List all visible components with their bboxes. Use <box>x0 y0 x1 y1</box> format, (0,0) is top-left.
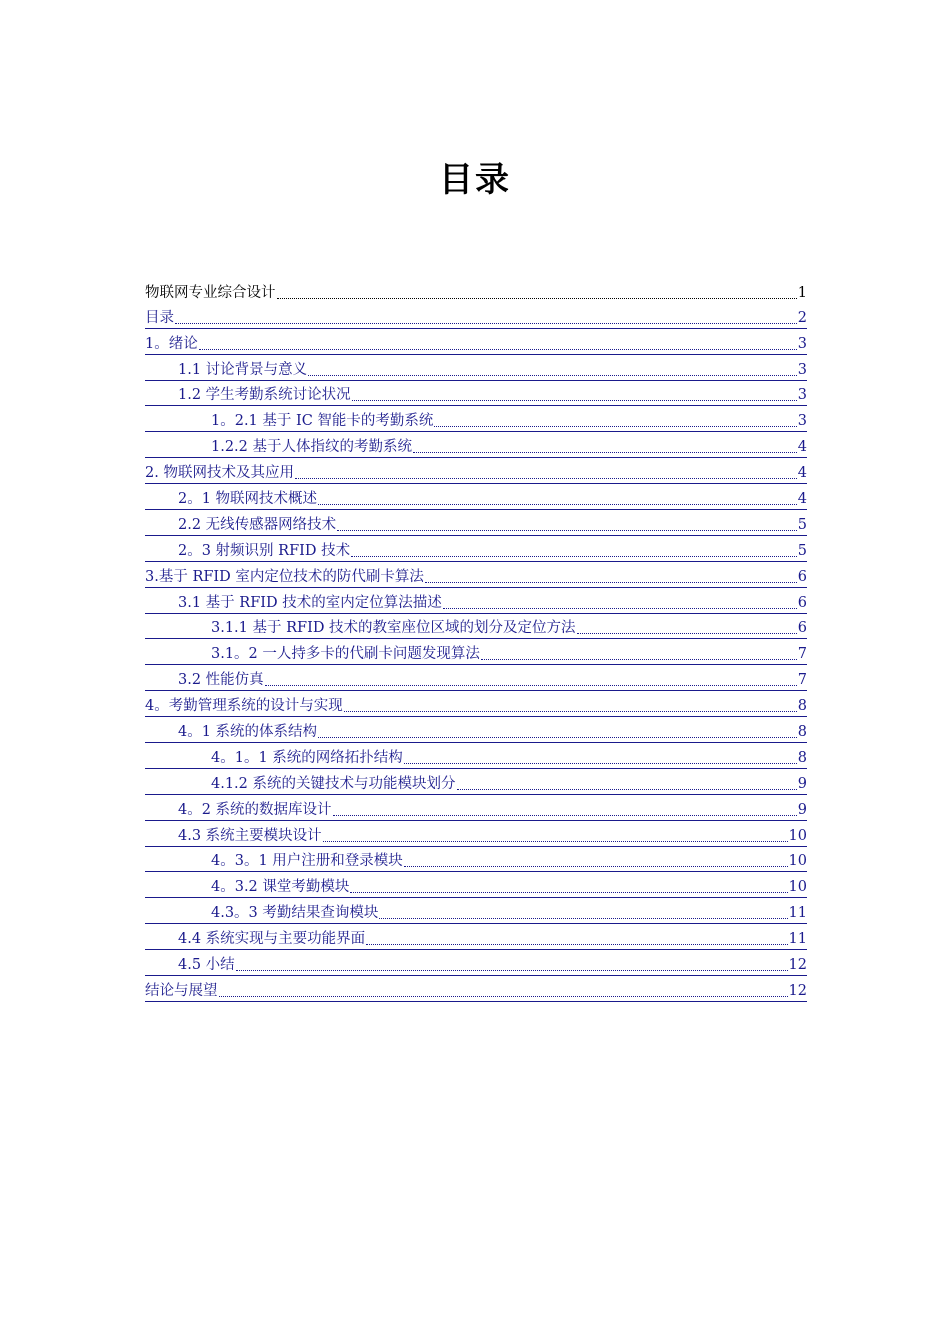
toc-entry[interactable] <box>145 329 807 355</box>
toc-entry-label: 目录 <box>145 309 174 326</box>
toc-entry[interactable] <box>145 510 807 536</box>
toc-entry-page-number: 3 <box>797 335 807 352</box>
toc-entry[interactable] <box>145 639 807 665</box>
toc-entry-label: 4。1。1 系统的网络拓扑结构 <box>211 749 403 766</box>
toc-entry-page-number: 5 <box>797 542 807 559</box>
toc-entry[interactable] <box>145 976 807 1002</box>
toc-entry-label: 3.基于 RFID 室内定位技术的防代刷卡算法 <box>145 568 424 585</box>
toc-entry-page-number: 2 <box>797 309 807 326</box>
toc-leader-dots <box>236 969 788 971</box>
toc-leader-dots <box>219 995 788 997</box>
toc-entry-label: 4.3。3 考勤结果查询模块 <box>211 905 379 922</box>
toc-entry-label: 4。3.2 课堂考勤模块 <box>211 879 350 896</box>
toc-entry-page-number: 6 <box>797 594 807 611</box>
toc-entry-label: 结论与展望 <box>145 982 218 999</box>
toc-entry[interactable] <box>145 432 807 458</box>
toc-entry[interactable] <box>145 484 807 510</box>
toc-entry[interactable] <box>145 588 807 614</box>
toc-leader-dots <box>350 891 787 893</box>
toc-entry-label: 1。绪论 <box>145 335 198 352</box>
toc-entry-label: 1.2.2 基于人体指纹的考勤系统 <box>211 439 413 456</box>
toc-entry-label: 1。2.1 基于 IC 智能卡的考勤系统 <box>211 413 434 430</box>
toc-entry-page-number: 8 <box>797 749 807 766</box>
toc-entry[interactable] <box>145 536 807 562</box>
toc-entry-label: 4.4 系统实现与主要功能界面 <box>178 931 366 948</box>
toc-entry-page-number: 5 <box>797 516 807 533</box>
toc-entry-label: 4.1.2 系统的关键技术与功能模块划分 <box>211 775 456 792</box>
toc-entry[interactable] <box>145 821 807 847</box>
toc-entry-label: 1.2 学生考勤系统讨论状况 <box>178 387 351 404</box>
toc-entry-label: 3.1 基于 RFID 技术的室内定位算法描述 <box>178 594 442 611</box>
toc-entry[interactable] <box>145 691 807 717</box>
toc-entry[interactable] <box>145 847 807 873</box>
toc-entry-label: 4.3 系统主要模块设计 <box>178 827 322 844</box>
toc-entry-label: 2。3 射频识别 RFID 技术 <box>178 542 351 559</box>
toc-entry[interactable] <box>145 458 807 484</box>
toc-leader-dots <box>277 297 797 299</box>
toc-leader-dots <box>404 865 788 867</box>
toc-leader-dots <box>577 632 797 634</box>
toc-entry-label: 4。1 系统的体系结构 <box>178 724 318 741</box>
toc-entry[interactable] <box>145 872 807 898</box>
toc-entry-page-number: 12 <box>788 957 807 974</box>
toc-entry-page-number: 8 <box>797 698 807 715</box>
toc-entry-page-number: 4 <box>797 465 807 482</box>
toc-entry-page-number: 8 <box>797 724 807 741</box>
toc-entry[interactable] <box>145 406 807 432</box>
toc-leader-dots <box>265 684 797 686</box>
toc-leader-dots <box>333 814 797 816</box>
toc-entry-page-number: 10 <box>788 853 807 870</box>
toc-entry-label: 4。2 系统的数据库设计 <box>178 801 332 818</box>
toc-entry[interactable] <box>145 562 807 588</box>
toc-entry-page-number: 7 <box>797 672 807 689</box>
toc-entry-page-number: 9 <box>797 775 807 792</box>
toc-entry[interactable] <box>145 950 807 976</box>
toc-entry-page-number: 7 <box>797 646 807 663</box>
toc-leader-dots <box>457 788 797 790</box>
toc-entry-page-number: 9 <box>797 801 807 818</box>
toc-leader-dots <box>379 917 787 919</box>
toc-leader-dots <box>443 607 797 609</box>
toc-entry-label: 3.1。2 一人持多卡的代刷卡问题发现算法 <box>211 646 480 663</box>
toc-entry-page-number: 11 <box>788 905 807 922</box>
table-of-contents <box>145 278 807 1002</box>
toc-entry[interactable] <box>145 717 807 743</box>
page-title: 目录 <box>439 160 511 200</box>
toc-entry[interactable] <box>145 665 807 691</box>
toc-leader-dots <box>351 555 797 557</box>
toc-leader-dots <box>404 762 797 764</box>
toc-entry-page-number: 1 <box>797 284 807 301</box>
toc-entry-page-number: 12 <box>788 982 807 999</box>
toc-entry[interactable] <box>145 924 807 950</box>
toc-leader-dots <box>352 399 797 401</box>
toc-entry-label: 3.1.1 基于 RFID 技术的教室座位区域的划分及定位方法 <box>211 620 576 637</box>
toc-leader-dots <box>199 348 797 350</box>
toc-leader-dots <box>344 710 797 712</box>
toc-leader-dots <box>295 477 797 479</box>
toc-leader-dots <box>175 322 797 324</box>
toc-leader-dots <box>323 840 788 842</box>
toc-leader-dots <box>434 425 796 427</box>
toc-entry-page-number: 4 <box>797 491 807 508</box>
toc-entry-page-number: 4 <box>797 439 807 456</box>
toc-leader-dots <box>318 503 797 505</box>
toc-leader-dots <box>308 374 797 376</box>
toc-entry-label: 4。3。1 用户注册和登录模块 <box>211 853 403 870</box>
toc-leader-dots <box>366 943 787 945</box>
toc-entry[interactable] <box>145 303 807 329</box>
toc-leader-dots <box>481 658 797 660</box>
toc-leader-dots <box>318 736 797 738</box>
toc-entry-page-number: 3 <box>797 361 807 378</box>
toc-entry-page-number: 11 <box>788 931 807 948</box>
toc-entry-label: 3.2 性能仿真 <box>178 672 264 689</box>
toc-entry-page-number: 10 <box>788 879 807 896</box>
toc-entry-label: 2。1 物联网技术概述 <box>178 491 318 508</box>
toc-entry-label: 4.5 小结 <box>178 957 235 974</box>
toc-entry[interactable] <box>145 614 807 640</box>
toc-entry-label: 4。考勤管理系统的设计与实现 <box>145 698 343 715</box>
toc-entry[interactable] <box>145 795 807 821</box>
toc-entry[interactable] <box>145 769 807 795</box>
toc-entry-page-number: 3 <box>797 413 807 430</box>
toc-leader-dots <box>425 581 797 583</box>
toc-entry-label: 物联网专业综合设计 <box>145 284 276 301</box>
toc-entry <box>145 278 807 303</box>
toc-entry-label: 1.1 讨论背景与意义 <box>178 361 308 378</box>
toc-entry-page-number: 10 <box>788 827 807 844</box>
toc-entry-page-number: 6 <box>797 568 807 585</box>
toc-entry-label: 2.2 无线传感器网络技术 <box>178 516 337 533</box>
toc-entry[interactable] <box>145 743 807 769</box>
toc-entry[interactable] <box>145 381 807 407</box>
toc-entry-page-number: 3 <box>797 387 807 404</box>
toc-leader-dots <box>337 529 797 531</box>
toc-entry[interactable] <box>145 355 807 381</box>
toc-entry-label: 2. 物联网技术及其应用 <box>145 465 294 482</box>
toc-leader-dots <box>413 451 797 453</box>
toc-entry[interactable] <box>145 898 807 924</box>
toc-entry-page-number: 6 <box>797 620 807 637</box>
